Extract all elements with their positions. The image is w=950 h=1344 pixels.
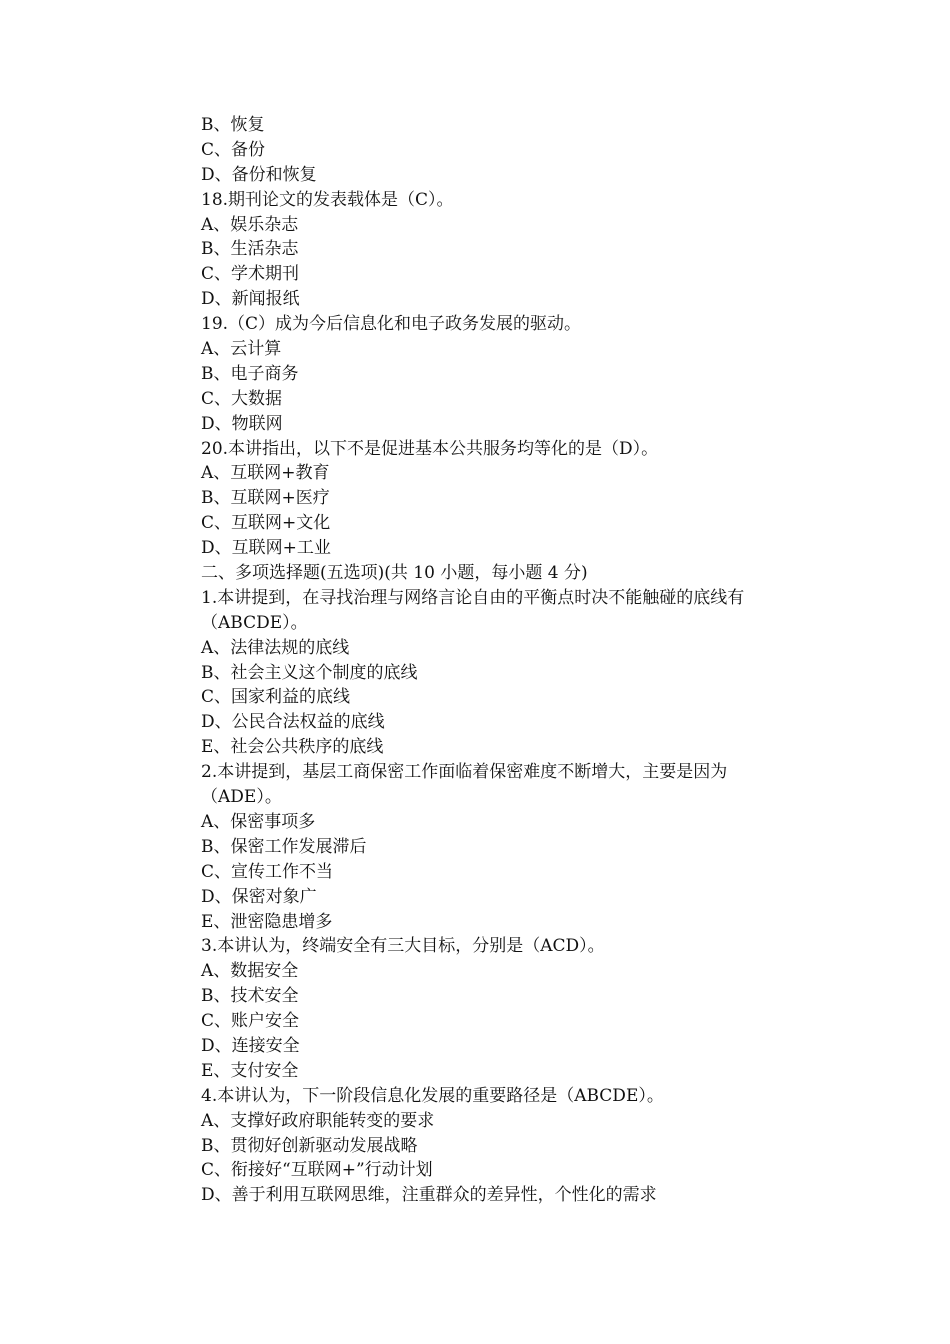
option-line: B、贯彻好创新驱动发展战略 xyxy=(201,1135,418,1156)
question-line: 2.本讲提到，基层工商保密工作面临着保密难度不断增大，主要是因为 xyxy=(201,762,728,783)
option-line: B、技术安全 xyxy=(201,986,299,1007)
option-line: C、备份 xyxy=(201,139,266,160)
option-line: E、社会公共秩序的底线 xyxy=(201,737,384,758)
option-line: C、账户安全 xyxy=(201,1011,300,1032)
option-line: D、互联网+工业 xyxy=(201,538,331,559)
option-line: B、生活杂志 xyxy=(201,239,299,260)
question-line-continued: （ABCDE）。 xyxy=(201,612,308,633)
option-line: D、备份和恢复 xyxy=(201,164,317,185)
option-line: A、数据安全 xyxy=(201,961,299,982)
option-line: D、连接安全 xyxy=(201,1035,300,1056)
option-line: B、电子商务 xyxy=(201,363,299,384)
option-line: D、物联网 xyxy=(201,413,283,434)
option-line: B、互联网+医疗 xyxy=(201,488,330,509)
option-line: A、云计算 xyxy=(201,339,282,360)
option-line: B、社会主义这个制度的底线 xyxy=(201,662,418,683)
option-line: D、保密对象广 xyxy=(201,886,317,907)
option-line: D、善于利用互联网思维，注重群众的差异性，个性化的需求 xyxy=(201,1185,657,1206)
option-line: E、支付安全 xyxy=(201,1060,299,1081)
question-line: 18.期刊论文的发表载体是（C）。 xyxy=(201,189,454,210)
question-line: 1.本讲提到，在寻找治理与网络言论自由的平衡点时决不能触碰的底线有 xyxy=(201,587,745,608)
section-heading: 二、多项选择题(五选项)(共 10 小题，每小题 4 分) xyxy=(201,563,588,584)
option-line: B、保密工作发展滞后 xyxy=(201,836,367,857)
option-line: D、新闻报纸 xyxy=(201,289,300,310)
question-line: 20.本讲指出，以下不是促进基本公共服务均等化的是（D）。 xyxy=(201,438,659,459)
option-line: C、衔接好“互联网+”行动计划 xyxy=(201,1160,433,1181)
option-line: C、互联网+文化 xyxy=(201,513,331,534)
option-line: A、法律法规的底线 xyxy=(201,637,350,658)
question-line-continued: （ADE）。 xyxy=(201,787,282,808)
option-line: C、大数据 xyxy=(201,388,283,409)
question-line: 4.本讲认为，下一阶段信息化发展的重要路径是（ABCDE）。 xyxy=(201,1085,664,1106)
option-line: A、保密事项多 xyxy=(201,811,316,832)
option-line: C、宣传工作不当 xyxy=(201,861,334,882)
question-line: 19.（C）成为今后信息化和电子政务发展的驱动。 xyxy=(201,314,582,335)
option-line: A、娱乐杂志 xyxy=(201,214,299,235)
option-line: C、国家利益的底线 xyxy=(201,687,351,708)
question-line: 3.本讲认为，终端安全有三大目标，分别是（ACD）。 xyxy=(201,936,605,957)
option-line: D、公民合法权益的底线 xyxy=(201,712,385,733)
option-line: E、泄密隐患增多 xyxy=(201,911,333,932)
option-line: B、恢复 xyxy=(201,115,265,135)
document-body xyxy=(201,113,821,1208)
option-line: A、支撑好政府职能转变的要求 xyxy=(201,1110,435,1131)
option-line: A、互联网+教育 xyxy=(201,463,330,484)
option-line: C、学术期刊 xyxy=(201,264,300,285)
